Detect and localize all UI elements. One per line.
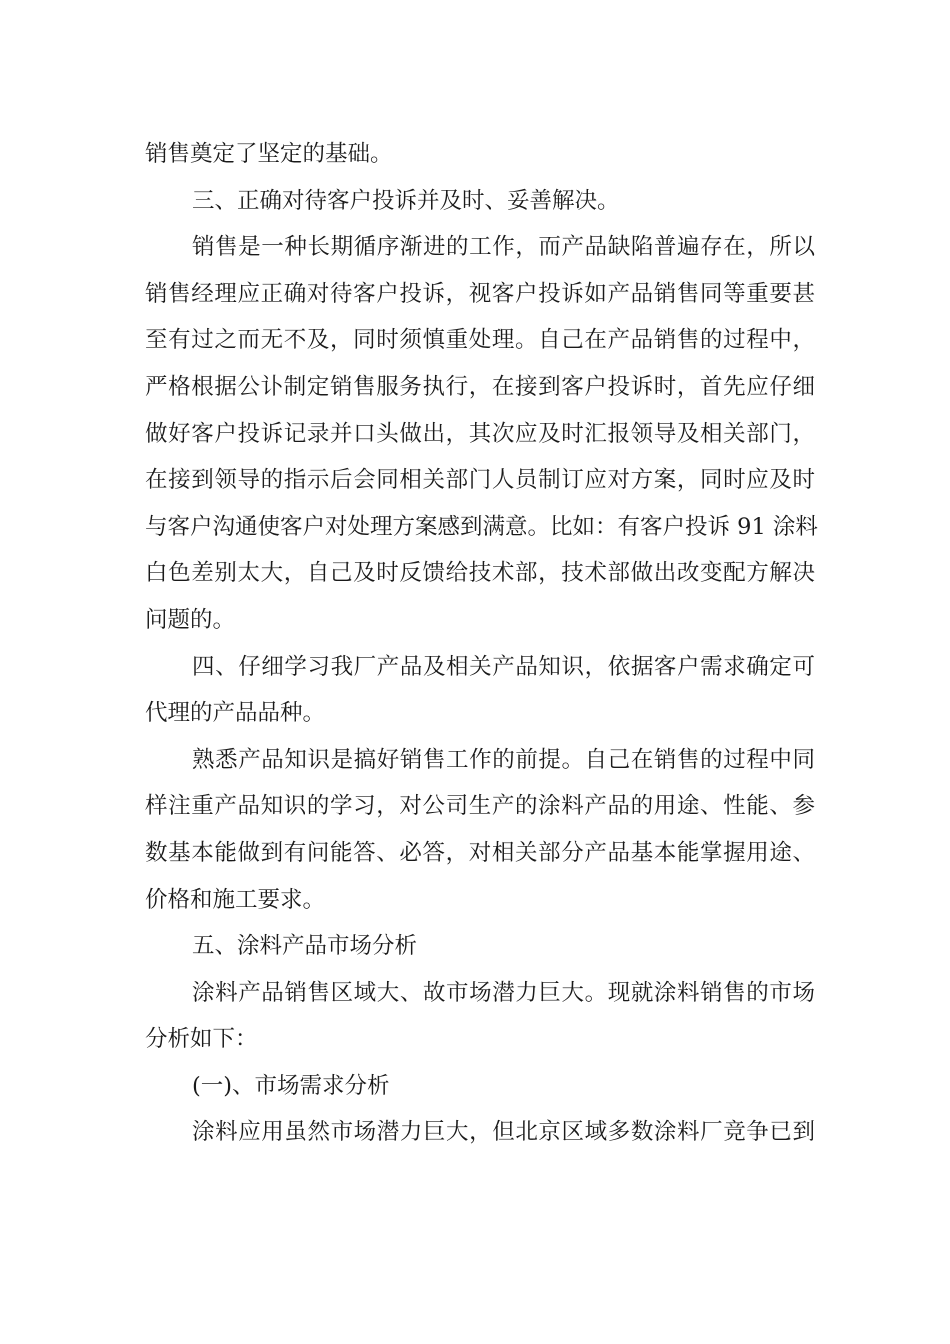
- text-line: 做好客户投诉记录并口头做出，其次应及时汇报领导及相关部门，: [145, 420, 815, 447]
- text-line: 白色差别太大，自己及时反馈给技术部，技术部做出改变配方解决: [145, 560, 815, 587]
- text-line: 样注重产品知识的学习，对公司生产的涂料产品的用途、性能、参: [145, 793, 815, 820]
- document-body: [145, 131, 818, 1156]
- section-heading: 四、仔细学习我厂产品及相关产品知识，依据客户需求确定可: [192, 653, 815, 680]
- text-line: 涂料应用虽然市场潜力巨大，但北京区域多数涂料厂竞争已到: [192, 1119, 815, 1146]
- text-line: 至有过之而无不及，同时须慎重处理。自己在产品销售的过程中，: [145, 327, 815, 354]
- text-line: 价格和施工要求。: [145, 886, 326, 913]
- subsection-heading: (一)、市场需求分析: [192, 1072, 390, 1099]
- section-heading: 五、涂料产品市场分析: [192, 933, 418, 960]
- text-line: 问题的。: [145, 606, 236, 633]
- text-line: 销售经理应正确对待客户投诉，视客户投诉如产品销售同等重要甚: [145, 280, 815, 307]
- text-line: 涂料产品销售区域大、故市场潜力巨大。现就涂料销售的市场: [192, 979, 815, 1006]
- text-line: 严格根据公讣制定销售服务执行，在接到客户投诉时，首先应仔细: [145, 373, 815, 400]
- text-line: 熟悉产品知识是搞好销售工作的前提。自己在销售的过程中同: [192, 746, 815, 773]
- text-line: 在接到领导的指示后会同相关部门人员制订应对方案，同时应及时: [145, 467, 815, 494]
- text-line: 数基本能做到有问能答、必答，对相关部分产品基本能掌握用途、: [145, 839, 815, 866]
- text-line: 分析如下：: [145, 1026, 258, 1053]
- text-line: 销售是一种长期循序渐进的工作，而产品缺陷普遍存在，所以: [192, 234, 815, 261]
- section-heading: 三、正确对待客户投诉并及时、妥善解决。: [192, 187, 620, 214]
- section-heading-continued: 代理的产品品种。: [145, 700, 326, 727]
- text-line: 与客户沟通使客户对处理方案感到满意。比如：有客户投诉 91 涂料: [145, 513, 818, 540]
- text-line: 销售奠定了坚定的基础。: [145, 141, 393, 167]
